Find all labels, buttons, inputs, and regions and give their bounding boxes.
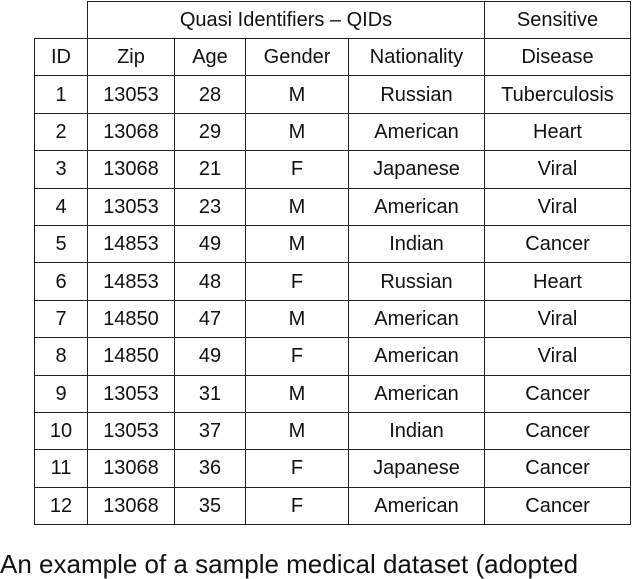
cell-nationality: American xyxy=(349,375,485,412)
cell-nationality: American xyxy=(349,487,485,524)
cell-id: 9 xyxy=(35,375,88,412)
table-row xyxy=(35,338,631,375)
cell-id: 12 xyxy=(35,487,88,524)
cell-id: 8 xyxy=(35,338,88,375)
cell-age: 47 xyxy=(175,300,246,337)
cell-disease: Viral xyxy=(485,151,631,188)
cell-zip: 14850 xyxy=(88,338,175,375)
table-body xyxy=(35,76,631,525)
table-row xyxy=(35,151,631,188)
cell-zip: 13053 xyxy=(88,76,175,113)
cell-disease: Viral xyxy=(485,188,631,225)
cell-disease: Cancer xyxy=(485,450,631,487)
cell-age: 48 xyxy=(175,263,246,300)
cell-age: 36 xyxy=(175,450,246,487)
cell-disease: Cancer xyxy=(485,487,631,524)
table-row xyxy=(35,113,631,150)
cell-gender: F xyxy=(246,487,349,524)
cell-zip: 13068 xyxy=(88,487,175,524)
cell-zip: 13053 xyxy=(88,375,175,412)
cell-id: 5 xyxy=(35,225,88,262)
table-row xyxy=(35,487,631,524)
cell-disease: Viral xyxy=(485,300,631,337)
cell-gender: F xyxy=(246,263,349,300)
table-row xyxy=(35,375,631,412)
column-header-nationality: Nationality xyxy=(349,39,485,76)
cell-age: 21 xyxy=(175,151,246,188)
cell-nationality: Russian xyxy=(349,76,485,113)
figure-caption: An example of a sample medical dataset (adopted xyxy=(0,549,579,579)
cell-id: 6 xyxy=(35,263,88,300)
cell-id: 4 xyxy=(35,188,88,225)
cell-gender: M xyxy=(246,300,349,337)
cell-nationality: Russian xyxy=(349,263,485,300)
cell-disease: Cancer xyxy=(485,225,631,262)
cell-nationality: Japanese xyxy=(349,450,485,487)
cell-age: 37 xyxy=(175,412,246,449)
table-row xyxy=(35,76,631,113)
table-row xyxy=(35,450,631,487)
cell-nationality: American xyxy=(349,188,485,225)
cell-gender: F xyxy=(246,151,349,188)
cell-gender: M xyxy=(246,188,349,225)
cell-nationality: American xyxy=(349,113,485,150)
column-header-gender: Gender xyxy=(246,39,349,76)
table-row xyxy=(35,300,631,337)
cell-gender: F xyxy=(246,450,349,487)
cell-id: 3 xyxy=(35,151,88,188)
cell-nationality: Indian xyxy=(349,412,485,449)
cell-id: 11 xyxy=(35,450,88,487)
group-header-row xyxy=(35,2,631,39)
cell-nationality: Indian xyxy=(349,225,485,262)
blank-corner-cell xyxy=(35,2,88,39)
cell-gender: M xyxy=(246,76,349,113)
cell-id: 1 xyxy=(35,76,88,113)
table-row xyxy=(35,412,631,449)
cell-zip: 14850 xyxy=(88,300,175,337)
cell-age: 35 xyxy=(175,487,246,524)
cell-zip: 13068 xyxy=(88,151,175,188)
medical-dataset-table xyxy=(34,1,631,525)
cell-age: 31 xyxy=(175,375,246,412)
cell-gender: F xyxy=(246,338,349,375)
cell-age: 49 xyxy=(175,338,246,375)
table-row xyxy=(35,188,631,225)
cell-disease: Viral xyxy=(485,338,631,375)
cell-zip: 14853 xyxy=(88,225,175,262)
cell-gender: M xyxy=(246,225,349,262)
cell-zip: 13053 xyxy=(88,412,175,449)
cell-age: 29 xyxy=(175,113,246,150)
cell-gender: M xyxy=(246,412,349,449)
column-header-row xyxy=(35,39,631,76)
cell-gender: M xyxy=(246,375,349,412)
cell-disease: Heart xyxy=(485,113,631,150)
qids-group-header: Quasi Identifiers – QIDs xyxy=(88,2,485,39)
cell-nationality: American xyxy=(349,338,485,375)
cell-id: 7 xyxy=(35,300,88,337)
column-header-disease: Disease xyxy=(485,39,631,76)
cell-gender: M xyxy=(246,113,349,150)
column-header-zip: Zip xyxy=(88,39,175,76)
cell-zip: 13068 xyxy=(88,450,175,487)
cell-id: 2 xyxy=(35,113,88,150)
cell-zip: 13053 xyxy=(88,188,175,225)
cell-age: 49 xyxy=(175,225,246,262)
cell-zip: 13068 xyxy=(88,113,175,150)
cell-age: 28 xyxy=(175,76,246,113)
cell-nationality: Japanese xyxy=(349,151,485,188)
column-header-id: ID xyxy=(35,39,88,76)
cell-age: 23 xyxy=(175,188,246,225)
cell-disease: Tuberculosis xyxy=(485,76,631,113)
column-header-age: Age xyxy=(175,39,246,76)
cell-id: 10 xyxy=(35,412,88,449)
cell-disease: Heart xyxy=(485,263,631,300)
cell-disease: Cancer xyxy=(485,375,631,412)
cell-nationality: American xyxy=(349,300,485,337)
table-row xyxy=(35,225,631,262)
table-row xyxy=(35,263,631,300)
sensitive-group-header: Sensitive xyxy=(485,2,631,39)
cell-disease: Cancer xyxy=(485,412,631,449)
cell-zip: 14853 xyxy=(88,263,175,300)
